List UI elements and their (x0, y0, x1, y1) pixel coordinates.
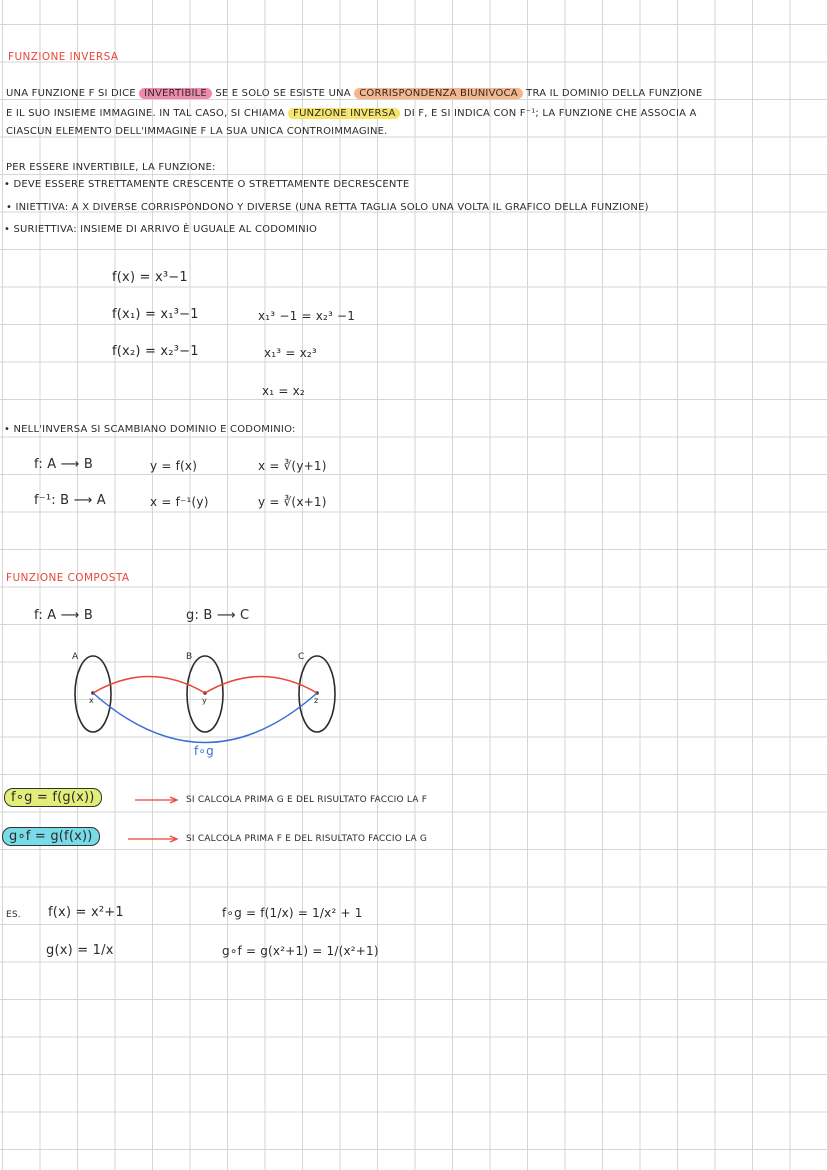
conditions-intro: PER ESSERE INVERTIBILE, LA FUNZIONE: (6, 162, 216, 173)
equation-f-x1: f(x₁) = x₁³−1 (112, 307, 199, 322)
label-z: z (314, 696, 319, 705)
def-text-c: TRA IL DOMINIO DELLA FUNZIONE (526, 88, 703, 99)
label-set-c: C (298, 652, 305, 662)
composta-map-g: g: B ⟶ C (186, 608, 250, 623)
example-gof: g∘f = g(x²+1) = 1/(x²+1) (222, 944, 379, 958)
gof-formula: g∘f = g(f(x)) (2, 827, 100, 846)
gof-formula-box (2, 829, 100, 844)
condition-monotone: • DEVE ESSERE STRETTAMENTE CRESCENTE O STRETTAMENTE DECRESCENTE (4, 179, 410, 190)
equation-f-x2: f(x₂) = x₂³−1 (112, 344, 199, 359)
highlight-invertibile: INVERTIBILE (139, 88, 212, 99)
inverse-title: FUNZIONE INVERSA (8, 51, 119, 63)
inverse-map-f: f: A ⟶ B (34, 457, 93, 472)
example-label: ES. (6, 910, 21, 920)
expr-x-finv: x = f⁻¹(y) (150, 495, 209, 509)
label-fog-arc: f∘g (194, 744, 214, 758)
example-f: f(x) = x²+1 (48, 905, 124, 920)
fog-description: SI CALCOLA PRIMA G E DEL RISULTATO FACCIO LA F (186, 795, 428, 805)
def-text-b: SE E SOLO SE ESISTE UNA (215, 88, 351, 99)
equation-equal-crossed: x₁³ −1 = x₂³ −1 (258, 309, 356, 323)
def-text-e: DI F, E SI INDICA CON F⁻¹; LA FUNZIONE CHE ASSOCIA A (403, 108, 697, 119)
label-y: y (202, 696, 207, 705)
equation-f: f(x) = x³−1 (112, 270, 188, 285)
highlight-corrispondenza: CORRISPONDENZA BIUNIVOCA (354, 88, 523, 99)
example-fog: f∘g = f(1/x) = 1/x² + 1 (222, 906, 363, 920)
expr-x-root: x = ∛(y+1) (258, 459, 327, 473)
equation-x-equal: x₁ = x₂ (262, 384, 305, 398)
composta-title: FUNZIONE COMPOSTA (6, 572, 130, 584)
def-text-a: UNA FUNZIONE F SI DICE (6, 88, 136, 99)
condition-injective-text: • INIETTIVA: A X DIVERSE CORRISPONDONO Y DIVERSE (6, 202, 292, 213)
condition-surjective: • SURIETTIVA: INSIEME DI ARRIVO È UGUALE AL CODOMINIO (4, 224, 318, 235)
fog-formula-box (4, 790, 102, 805)
equation-cubes-equal: x₁³ = x₂³ (264, 346, 317, 360)
label-set-a: A (72, 652, 79, 662)
inverse-map-finv: f⁻¹: B ⟶ A (34, 493, 106, 508)
expr-y-root: y = ∛(x+1) (258, 495, 327, 509)
label-x: x (89, 696, 94, 705)
fog-formula: f∘g = f(g(x)) (4, 788, 102, 807)
condition-injective-note: (UNA RETTA TAGLIA SOLO UNA VOLTA IL GRAFICO DELLA FUNZIONE) (295, 202, 649, 213)
label-set-b: B (186, 652, 193, 662)
expr-y-fx: y = f(x) (150, 459, 198, 473)
example-g: g(x) = 1/x (46, 943, 114, 958)
def-text-d: E IL SUO INSIEME IMMAGINE. IN TAL CASO, SI CHIAMA (6, 108, 285, 119)
swap-note: • NELL'INVERSA SI SCAMBIANO DOMINIO E CODOMINIO: (4, 424, 296, 435)
highlight-funzione-inversa: FUNZIONE INVERSA (288, 108, 400, 119)
gof-description: SI CALCOLA PRIMA F E DEL RISULTATO FACCIO LA G (186, 834, 428, 844)
composta-map-f: f: A ⟶ B (34, 608, 93, 623)
definition-line-3: CIASCUN ELEMENTO DELL'IMMAGINE F LA SUA UNICA CONTROIMMAGINE. (6, 126, 388, 137)
